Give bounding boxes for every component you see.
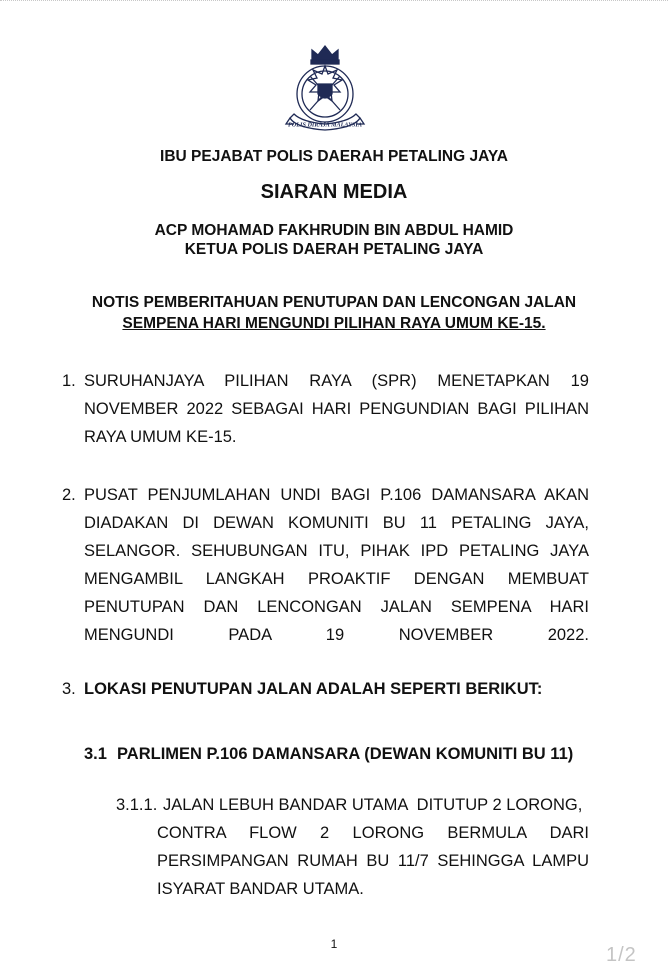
top-border [0,0,668,3]
item-2-line-1: PUSAT PENJUMLAHAN UNDI BAGI P.106 DAMANSARA AKAN [84,486,589,504]
item-2-number: 2. [62,486,76,504]
office-heading: IBU PEJABAT POLIS DAERAH PETALING JAYA [160,148,508,165]
subitem-body [157,791,589,903]
item-1-body [84,367,589,451]
officer-name: ACP MOHAMAD FAKHRUDIN BIN ABDUL HAMID [154,222,514,239]
subitem-line-2: CONTRA FLOW 2 LORONG BERMULA DARI [157,824,589,842]
item-1-line-1: SURUHANJAYA PILIHAN RAYA (SPR) MENETAPKAN 19 [84,372,589,390]
subitem-line-4: ISYARAT BANDAR UTAMA. [157,880,364,898]
subitem-line-3: PERSIMPANGAN RUMAH BU 11/7 SEHINGGA LAMPU [157,852,589,870]
item-1-line-3: RAYA UMUM KE-15. [84,428,237,446]
item-2-line-5: PENUTUPAN DAN LENCONGAN JALAN SEMPENA HARI [84,598,589,616]
notice-title-line-1: NOTIS PEMBERITAHUAN PENUTUPAN DAN LENCONGAN JALAN [91,294,577,311]
police-crest-icon [282,40,368,138]
page-indicator[interactable]: 1/2 [606,944,637,966]
item-1-line-2: NOVEMBER 2022 SEBAGAI HARI PENGUNDIAN BAGI PILIHAN [84,400,589,418]
release-type-heading: SIARAN MEDIA [260,181,408,203]
officer-title: KETUA POLIS DAERAH PETALING JAYA [184,241,484,258]
notice-title-line-2: SEMPENA HARI MENGUNDI PILIHAN RAYA UMUM KE-15. [122,315,546,332]
subsection-number: 3.1 [84,745,107,763]
item-2-line-4: MENGAMBIL LANGKAH PROAKTIF DENGAN MEMBUAT [84,570,589,588]
item-3-text: LOKASI PENUTUPAN JALAN ADALAH SEPERTI BERIKUT: [84,680,543,698]
page-number: 1 [330,937,338,951]
crest-motto: POLIS DIRAJA MALAYSIA [288,121,362,129]
item-1-number: 1. [62,372,76,390]
subitem-line-1: JALAN LEBUH BANDAR UTAMA DITUTUP 2 LORONG, [163,796,583,814]
item-2-line-2: DIADAKAN DI DEWAN KOMUNITI BU 11 PETALING JAYA, [84,514,589,532]
item-2-line-3: SELANGOR. SEHUBUNGAN ITU, PIHAK IPD PETALING JAYA [84,542,589,560]
subsection-text: PARLIMEN P.106 DAMANSARA (DEWAN KOMUNITI BU 11) [117,745,574,763]
item-2-body [84,481,589,649]
item-3-number: 3. [62,680,76,698]
subitem-number: 3.1.1. [116,796,158,814]
item-2-line-6: MENGUNDI PADA 19 NOVEMBER 2022. [84,626,589,644]
